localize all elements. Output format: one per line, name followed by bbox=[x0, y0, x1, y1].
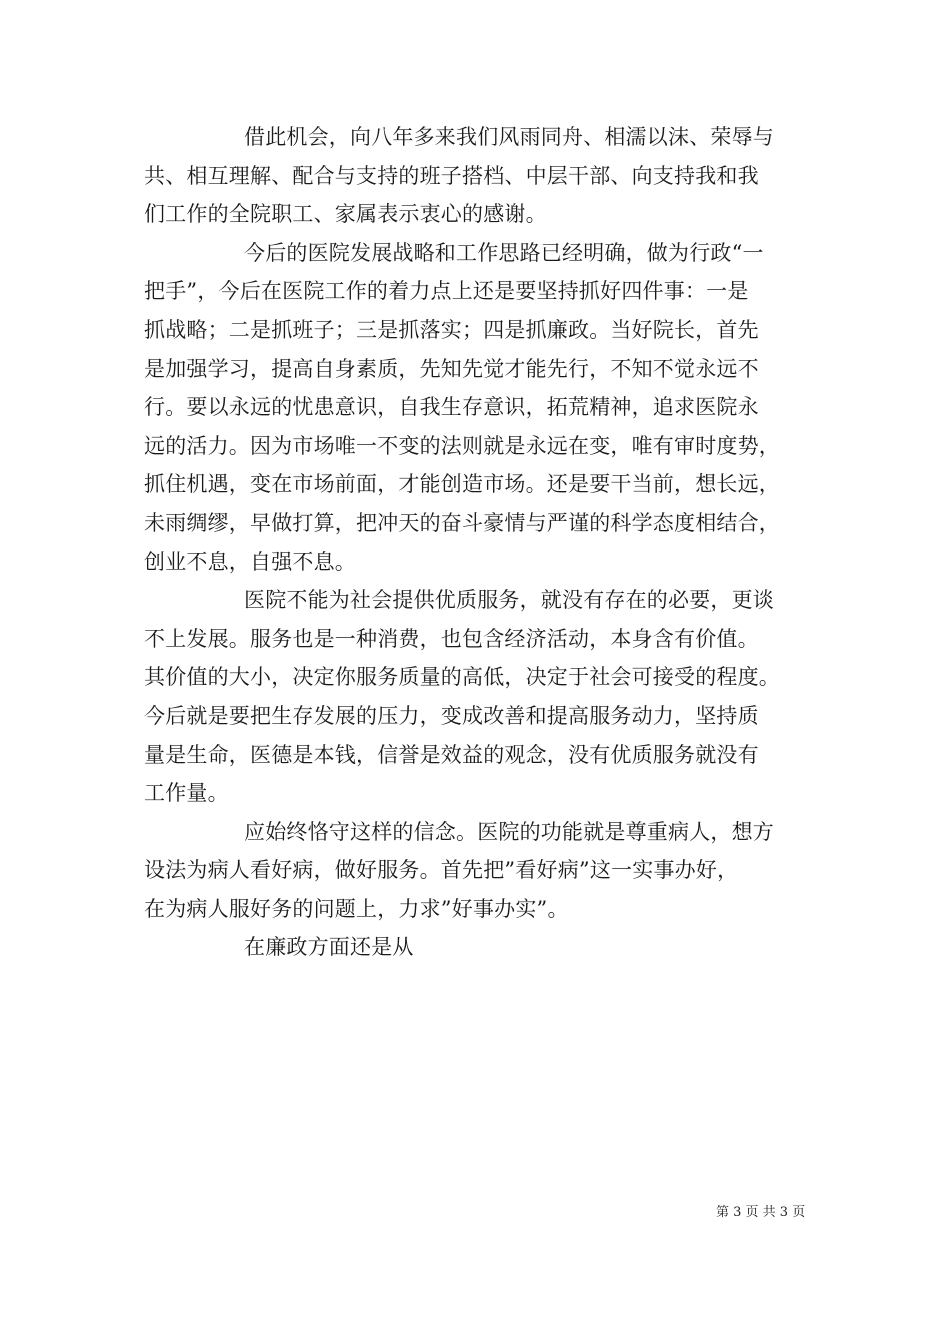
text-line: 抓住机遇，变在市场前面，才能创造市场。还是要干当前，想长远， bbox=[144, 472, 780, 497]
page-number-footer: 第 3 页 共 3 页 bbox=[716, 1205, 806, 1220]
text-line: 未雨绸缪，早做打算，把冲天的奋斗豪情与严谨的科学态度相结合， bbox=[144, 510, 780, 535]
text-line: 把手”，今后在医院工作的着力点上还是要坚持抓好四件事：一是 bbox=[144, 279, 749, 304]
text-line: 行。要以永远的忧患意识，自我生存意识，拓荒精神，追求医院永 bbox=[144, 395, 759, 420]
text-line: 其价值的大小，决定你服务质量的高低，决定于社会可接受的程度。 bbox=[144, 665, 780, 690]
text-line: 今后就是要把生存发展的压力，变成改善和提高服务动力，坚持质 bbox=[144, 703, 759, 728]
text-line: 在为病人服好务的问题上，力求”好事办实”。 bbox=[144, 896, 569, 921]
text-line: 共、相互理解、配合与支持的班子搭档、中层干部、向支持我和我 bbox=[144, 163, 759, 188]
text-line: 抓战略；二是抓班子；三是抓落实；四是抓廉政。当好院长，首先 bbox=[144, 317, 759, 342]
text-line: 借此机会，向八年多来我们风雨同舟、相濡以沫、荣辱与 bbox=[244, 125, 774, 149]
text-line: 不上发展。服务也是一种消费，也包含经济活动，本身含有价值。 bbox=[144, 626, 759, 651]
paragraph-2 bbox=[144, 234, 820, 581]
paragraph-3 bbox=[144, 581, 820, 813]
paragraph-5 bbox=[144, 928, 820, 967]
text-line: 远的活力。因为市场唯一不变的法则就是永远在变，唯有审时度势， bbox=[144, 433, 780, 458]
text-line: 医院不能为社会提供优质服务，就没有存在的必要，更谈 bbox=[244, 588, 774, 613]
text-line: 在廉政方面还是从 bbox=[244, 935, 414, 960]
text-line: 是加强学习，提高自身素质，先知先觉才能先行，不知不觉永远不 bbox=[144, 356, 759, 381]
document-body bbox=[144, 118, 820, 967]
text-line: 们工作的全院职工、家属表示衷心的感谢。 bbox=[144, 202, 547, 227]
paragraph-4 bbox=[144, 813, 820, 929]
paragraph-1 bbox=[144, 118, 820, 234]
text-line: 今后的医院发展战略和工作思路已经明确，做为行政“一 bbox=[244, 240, 764, 265]
text-line: 应始终恪守这样的信念。医院的功能就是尊重病人，想方 bbox=[244, 819, 774, 844]
text-line: 创业不息，自强不息。 bbox=[144, 549, 356, 574]
text-line: 量是生命，医德是本钱，信誉是效益的观念，没有优质服务就没有 bbox=[144, 742, 759, 767]
text-line: 工作量。 bbox=[144, 781, 229, 806]
text-line: 设法为病人看好病，做好服务。首先把”看好病”这一实事办好， bbox=[144, 858, 739, 883]
